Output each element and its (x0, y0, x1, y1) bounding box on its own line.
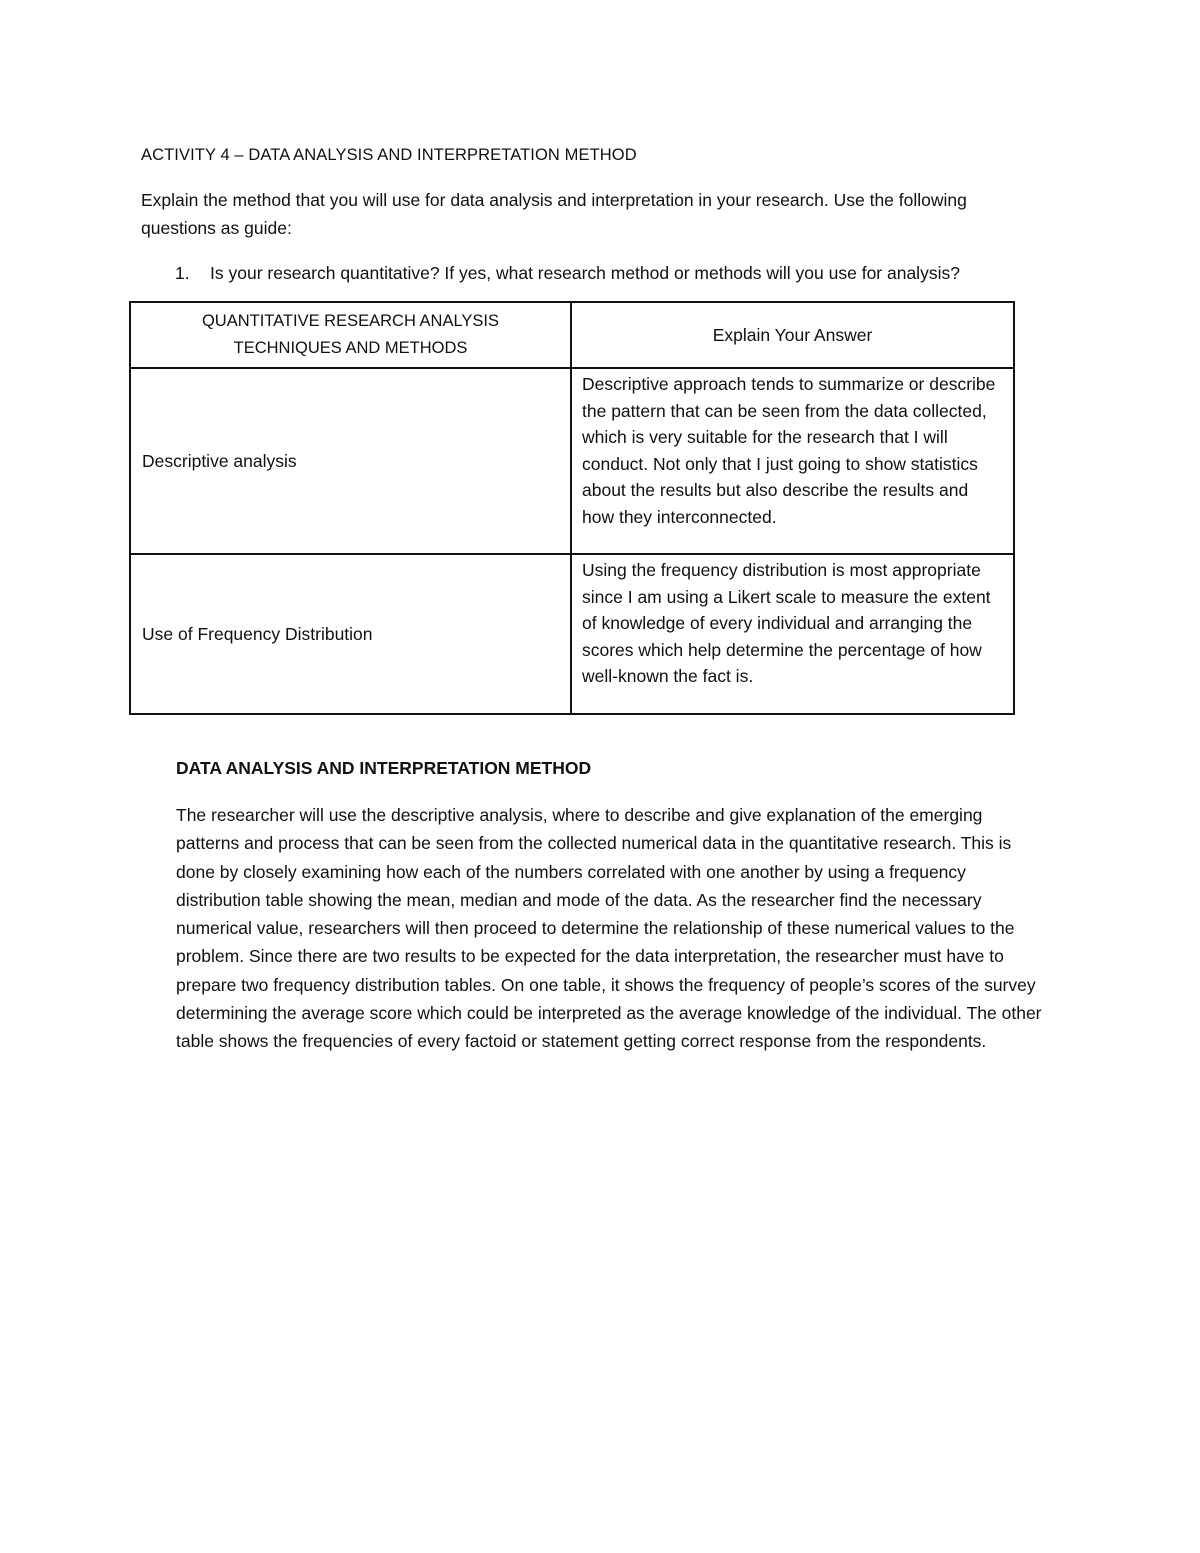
question-number: 1. (175, 263, 190, 283)
table-header-explanation: Explain Your Answer (571, 302, 1014, 368)
header-left-line-2: TECHNIQUES AND METHODS (233, 339, 468, 357)
table-row (130, 368, 1014, 554)
instructions-paragraph: Explain the method that you will use for data analysis and interpretation in your research. Use the following questions as guide: (141, 190, 967, 238)
question-text: Is your research quantitative? If yes, what research method or methods will you use for analysis? (210, 263, 960, 283)
explanation-cell: Using the frequency distribution is most appropriate since I am using a Likert scale to measure the extent of knowledge of every individual and arranging the scores which help determine the percentage of how well-known the fact is. (571, 554, 1014, 714)
header-left-line-1: QUANTITATIVE RESEARCH ANALYSIS (201, 312, 500, 330)
table-header-row (130, 302, 1014, 368)
technique-cell: Descriptive analysis (130, 368, 571, 554)
activity-title: ACTIVITY 4 – DATA ANALYSIS AND INTERPRETATION METHOD (141, 146, 637, 164)
analysis-methods-table (129, 301, 1015, 715)
technique-cell: Use of Frequency Distribution (130, 554, 571, 714)
table-header-techniques (130, 302, 571, 368)
explanation-cell: Descriptive approach tends to summarize or describe the pattern that can be seen from the data collected, which is very suitable for the research that I will conduct. Not only that I just going to show statistics about the results but also describe the results and how they interconnected. (571, 368, 1014, 554)
section-body-paragraph: The researcher will use the descriptive analysis, where to describe and give explanation of the emerging patterns and process that can be seen from the collected numerical data in the quantitative research. This is done by closely examining how each of the numbers correlated with one another by using a frequency distribution table showing the mean, median and mode of the data. As the researcher find the necessary numerical value, researchers will then proceed to determine the relationship of these numerical values to the problem. Since there are two results to be expected for the data interpretation, the researcher must have to prepare two frequency distribution tables. On one table, it shows the frequency of people’s scores of the survey determining the average score which could be interpreted as the average knowledge of the individual. The other table shows the frequencies of every factoid or statement getting correct response from the respondents. (176, 805, 1042, 1052)
table-row (130, 554, 1014, 714)
section-heading: DATA ANALYSIS AND INTERPRETATION METHOD (176, 758, 592, 778)
